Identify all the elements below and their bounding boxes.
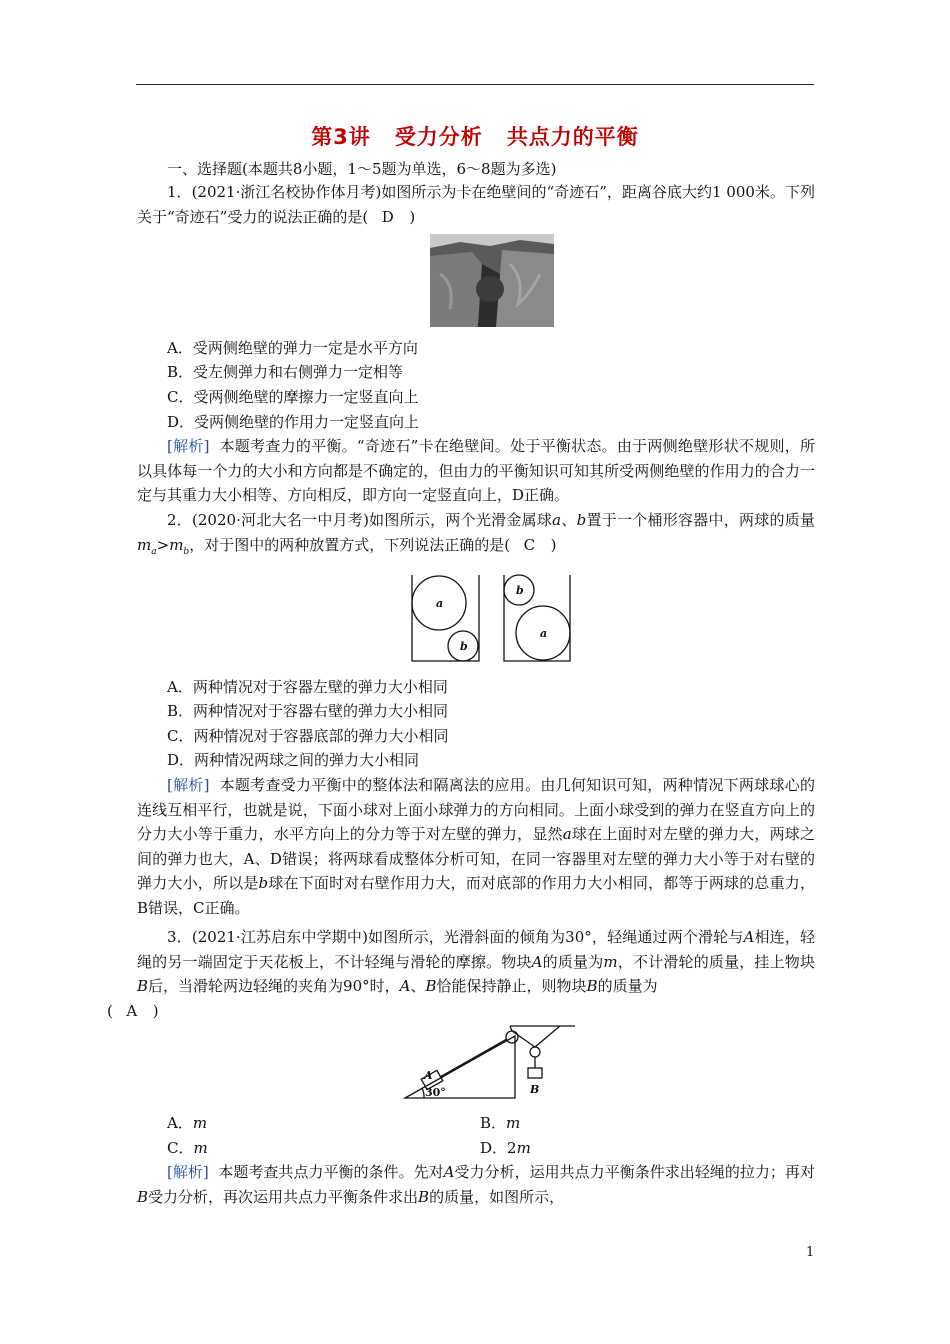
q3-text-g: 的质量为 (597, 977, 658, 995)
q2-gt: > (156, 535, 170, 554)
q2-mass-a: m (137, 535, 152, 554)
q3-var-m: m (603, 952, 618, 971)
q1-photo-miracle-stone (430, 234, 554, 327)
q3-var-b3: B (586, 977, 598, 995)
q3-analysis-var-b1: B (137, 1187, 149, 1206)
q1-analysis-tag: [解析] (167, 437, 210, 455)
q1-analysis (137, 434, 815, 508)
q3-fig-label-b: B (530, 1083, 540, 1096)
q2-fig-label-a2: a (540, 627, 548, 640)
q3-answer: A (126, 1001, 140, 1020)
q2-text-c: ，对于图中的两种放置方式，下列说法正确的是( (189, 535, 511, 554)
q1-option-b: B．受左侧弹力和右侧弹力一定相等 (167, 363, 404, 381)
q2-fig-label-b2: b (516, 584, 524, 597)
header-rule (136, 84, 814, 85)
q3-sep: 、 (410, 977, 426, 995)
q1-close: ) (409, 207, 416, 226)
q3-fig-label-a: A (424, 1069, 433, 1082)
title-topic-2: 共点力的平衡 (506, 125, 639, 149)
q3-incline-figure (400, 1022, 590, 1104)
q3-stem (107, 925, 815, 1023)
q3-option-b: B．m (480, 1114, 521, 1132)
q2-close: ) (550, 535, 557, 554)
q2-container-figure (400, 570, 580, 666)
q2-sub-a: a (151, 546, 157, 557)
q3-analysis-var-b2: B (418, 1187, 430, 1206)
q2-var-a: a (552, 511, 562, 529)
q1-option-a: A．受两侧绝壁的弹力一定是水平方向 (167, 339, 418, 357)
q2-stem (137, 508, 815, 564)
page-title (0, 121, 950, 151)
title-lecture: 第3讲 (311, 125, 371, 149)
q3-text-f: 恰能保持静止，则物块 (436, 977, 587, 995)
q3-text-d: ，不计滑轮的质量，挂上物块 (617, 952, 815, 971)
q3-option-d: D．2m (480, 1139, 531, 1157)
q3-var-a1: A (743, 928, 755, 946)
q3-analysis-var-a: A (443, 1163, 455, 1181)
q1-option-d: D．受两侧绝壁的作用力一定竖直向上 (167, 413, 420, 431)
q3-analysis-b: 受力分析，运用共点力平衡条件求出轻绳的拉力；再对 (454, 1163, 815, 1181)
q3-analysis-c: 受力分析，再次运用共点力平衡条件求出 (148, 1187, 419, 1206)
q1-text: 1．(2021·浙江名校协作体月考)如图所示为卡在绝壁间的“奇迹石”，距离谷底大约1 000米。下列关于“奇迹石”受力的说法正确的是( (137, 183, 815, 226)
title-topic-1: 受力分析 (394, 125, 483, 149)
q3-text-a: 3．(2021·江苏启东中学期中)如图所示，光滑斜面的倾角为30°，轻绳通过两个滑轮与 (167, 928, 744, 946)
q2-option-c: C．两种情况对于容器底部的弹力大小相同 (167, 727, 449, 745)
q3-option-c: C．m (167, 1139, 208, 1157)
q1-answer: D (381, 207, 396, 226)
q3-analysis (137, 1160, 815, 1209)
q3-text-e: 后，当滑轮两边轻绳的夹角为90°时， (148, 977, 400, 995)
q2-sep: 、 (561, 511, 577, 529)
q2-analysis-var-b: b (258, 874, 269, 892)
q3-answer-group (107, 1002, 159, 1020)
q2-analysis-c: 球在下面时对右壁作用力大，而对底部的作用力大小相同，都等于两球的总重力，B错误，C正确。 (137, 874, 815, 917)
q2-fig-label-b1: b (460, 640, 468, 653)
q3-var-b1: B (137, 977, 149, 995)
q3-var-a2: A (531, 952, 543, 971)
q2-option-d: D．两种情况两球之间的弹力大小相同 (167, 751, 420, 769)
q3-option-a: A．m (167, 1114, 208, 1132)
q3-fig-label-angle: 30° (425, 1086, 446, 1099)
q2-mass-b: m (169, 535, 184, 554)
q3-analysis-d: 的质量，如图所示， (429, 1187, 565, 1206)
q2-sub-b: b (183, 546, 190, 557)
q2-fig-label-a1: a (436, 597, 444, 610)
q3-text-c: 的质量为 (542, 952, 604, 971)
q2-option-b: B．两种情况对于容器右壁的弹力大小相同 (167, 702, 449, 720)
page-number: 1 (806, 1245, 815, 1260)
q2-analysis-a: 本题考查受力平衡中的整体法和隔离法的应用。由几何知识可知，两种情况下两球球心的连线互相平行，也就是说，下面小球对上面小球弹力的方向相同。上面小球受到的弹力在竖直方向上的分力大小等于重力，水平方向上的分力等于对左壁的弹力，显然 (137, 776, 815, 843)
q2-analysis-tag: [解析] (167, 776, 210, 794)
q2-analysis (137, 773, 815, 920)
q3-analysis-a: 本题考查共点力平衡的条件。先对 (218, 1163, 444, 1181)
q2-answer: C (523, 535, 538, 554)
q1-analysis-text: 本题考查力的平衡。“奇迹石”卡在绝壁间。处于平衡状态。由于两侧绝壁形状不规则，所以具体每一个力的大小和方向都是不确定的，但由力的平衡知识可知其所受两侧绝壁的作用力的合力一定与其重力大小相等、方向相反，即方向一定竖直向上，D正确。 (137, 437, 815, 504)
q2-var-b: b (576, 511, 587, 529)
q3-answer-close: ) (152, 1001, 159, 1020)
q2-analysis-b: 球在上面时对左壁的弹力大，两球之间的弹力也大，A、D错误；将两球看成整体分析可知，在同一容器里对左壁的弹力大小等于对右壁的弹力大小，所以是 (137, 825, 815, 892)
q3-answer-open: ( (107, 1001, 113, 1020)
q2-text-a: 2．(2020·河北大名一中月考)如图所示，两个光滑金属球 (167, 511, 553, 529)
q1-stem (137, 180, 815, 229)
q2-text-b: 置于一个桶形容器中，两球的质量 (586, 511, 815, 529)
q1-option-c: C．受两侧绝壁的摩擦力一定竖直向上 (167, 388, 419, 406)
q3-text-b: 相连，轻绳的另一端固定于天花板上，不计轻绳与滑轮的摩擦。物块 (137, 928, 815, 971)
section-heading: 一、选择题(本题共8小题，1～5题为单选，6～8题为多选) (167, 160, 557, 178)
q2-option-a: A．两种情况对于容器左壁的弹力大小相同 (167, 678, 448, 696)
q3-var-b2: B (425, 977, 437, 995)
q3-analysis-tag: [解析] (167, 1163, 209, 1181)
q2-analysis-var-a: a (562, 825, 572, 843)
q3-var-a3: A (399, 977, 411, 995)
